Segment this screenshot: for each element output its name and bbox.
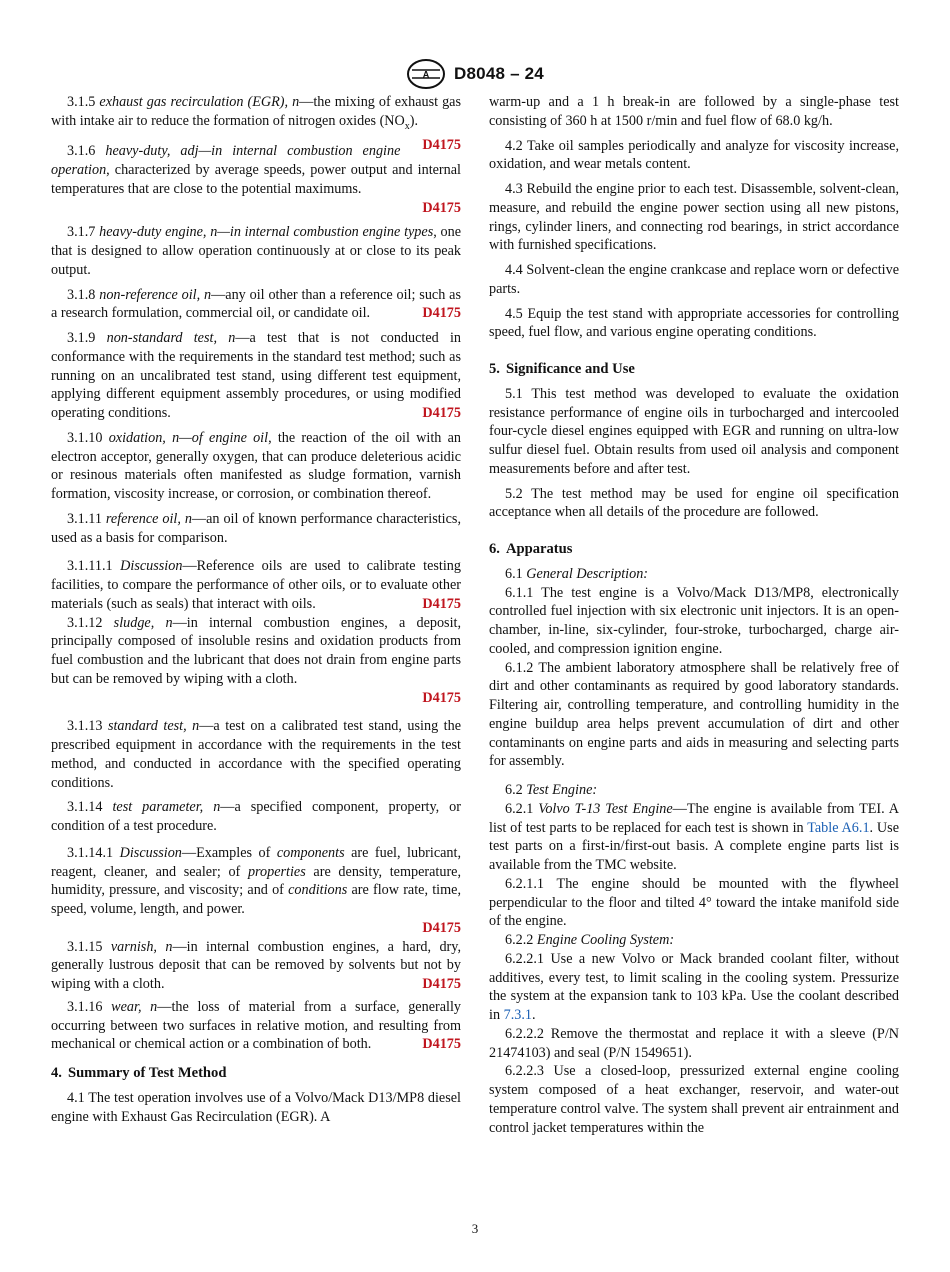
reference-d4175[interactable]: D4175: [422, 689, 461, 706]
document-designation: D8048 – 24: [454, 64, 544, 83]
reference-d4175[interactable]: D4175: [422, 137, 461, 154]
paragraph-6-2-1-1: 6.2.1.1 The engine should be mounted with the flywheel perpendicular to the floor and tilted 4° toward the intake manifold side of the engine.: [489, 875, 899, 930]
left-column: [51, 93, 461, 1132]
ref-line: [51, 919, 461, 938]
paragraph-4-5: 4.5 Equip the test stand with appropriate accessories for controlling speed, fuel flow, and various engine operating conditions.: [489, 305, 899, 341]
definition-3-1-6: 3.1.6 heavy-duty, adj—in internal combustion engine operation, characterized by average speeds, power output and internal temperatures that are close to the potential maximums.: [51, 143, 461, 197]
definition-3-1-7: 3.1.7 heavy-duty engine, n—in internal combustion engine types, one that is designed to allow operation continuously at or close to its peak output.: [51, 224, 461, 278]
paragraph-6-2-2: 6.2.2 Engine Cooling System:: [505, 932, 675, 948]
paragraph-6-1-2: 6.1.2 The ambient laboratory atmosphere shall be relatively free of dirt and other contaminants as required by good laboratory standards. Filtering air, controlling temperature, and controlling humidity in the engine buildup area helps prevent accumulation of dirt and other contaminants on engine parts and aids in measuring and selecting parts for assembly.: [489, 659, 899, 770]
paragraph-4-1: 4.1 The test operation involves use of a Volvo/Mack D13/MP8 diesel engine with Exhaust Gas Recirculation (EGR). A: [51, 1089, 461, 1125]
discussion-3-1-11-1: 3.1.11.1 Discussion—Reference oils are used to calibrate testing facilities, to compare the performance of other oils, or to evaluate other materials (such as seals) that interact with oils. D4175: [51, 558, 461, 612]
paragraph-6-2: 6.2 Test Engine:: [505, 782, 598, 798]
paragraph-5-2: 5.2 The test method may be used for engine oil specification acceptance when all details of the procedure are followed.: [489, 485, 899, 521]
definition-3-1-11: 3.1.11 reference oil, n—an oil of known performance characteristics, used as a basis for comparison.: [51, 510, 461, 546]
reference-d4175[interactable]: D4175: [422, 405, 461, 422]
ref-line: [51, 199, 461, 218]
definition-3-1-12: 3.1.12 sludge, n—in internal combustion engines, a deposit, principally composed of insoluble resins and oxidation products from fuel combustion and the lubricant that does not drain from engine parts but can be removed by wiping with a cloth.: [51, 614, 462, 687]
reference-d4175[interactable]: D4175: [422, 305, 461, 322]
paragraph-5-1: 5.1 This test method was developed to evaluate the oxidation resistance performance of engine oils in turbocharged and intercooled four-cycle diesel engines equipped with EGR and running on ultra-low sulfur diesel fuel. Obtain results from used oil analysis and component measurements before and after test.: [489, 385, 899, 477]
paragraph-6-2-2-1: 6.2.2.1 Use a new Volvo or Mack branded coolant filter, without additives, every test, to limit scaling in the cooling system. Pressurize the system at the expansion tank to 103 kPa. Use the coolant described in 7.3.1.: [489, 950, 900, 1023]
definition-3-1-8: 3.1.8 non-reference oil, n—any oil other than a reference oil; such as a research formulation, commercial oil, or candidate oil. D4175: [51, 286, 461, 322]
link-7-3-1[interactable]: 7.3.1: [503, 1007, 532, 1023]
paragraph-4-3: 4.3 Rebuild the engine prior to each test. Disassemble, solvent-clean, measure, and rebuild the engine power section using all new pistons, rings, cylinder liners, and connecting rod bearings, in strict accordance with furnished specifications.: [489, 181, 899, 254]
paragraph-4-2: 4.2 Take oil samples periodically and analyze for viscosity increase, oxidation, and wear metals content.: [489, 137, 899, 173]
definition-3-1-9: 3.1.9 non-standard test, n—a test that is not conducted in conformance with the requirements in the standard test method; such as running on an uncalibrated test stand, using different test equipment, applying different equipment assembly procedures, or using modified operating conditions. D4175: [51, 330, 462, 422]
definition-3-1-14: 3.1.14 test parameter, n—a specified component, property, or condition of a test procedure.: [51, 799, 462, 835]
page-number: 3: [471, 1221, 479, 1236]
astm-logo-icon: [406, 58, 446, 90]
reference-d4175[interactable]: D4175: [422, 595, 461, 612]
section-heading-6: 6. Apparatus: [489, 541, 573, 557]
paragraph-6-2-1: 6.2.1 Volvo T-13 Test Engine—The engine is available from TEI. A list of test parts to be replaced for each test is shown in Table A6.1. Use test parts on a first-in/first-out basis. A complete engine parts list is available from the TMC website.: [489, 800, 899, 873]
right-column: [489, 93, 899, 1137]
svg-text:A: A: [422, 69, 430, 80]
definition-3-1-5: 3.1.5 exhaust gas recirculation (EGR), n—the mixing of exhaust gas with intake air to reduce the formation of nitrogen oxides $(NO_x)$. D4175: [51, 94, 461, 154]
reference-d4175[interactable]: D4175: [422, 199, 461, 216]
reference-d4175[interactable]: D4175: [422, 976, 461, 993]
paragraph-6-1-1: 6.1.1 The test engine is a Volvo/Mack D13/MP8, electronically controlled fuel injection with six electronic unit injectors. It is an open-chamber, in-line, six-cylinder, four-stroke, turbocharged, charge air-cooled, and compression ignition engine.: [489, 584, 900, 657]
definition-3-1-16: 3.1.16 wear, n—the loss of material from a surface, generally occurring between two surfaces in relative motion, and resulting from mechanical or chemical action or a combination of both. D4175: [51, 998, 461, 1053]
page-header: [0, 58, 950, 90]
section-heading-4: 4. Summary of Test Method: [51, 1065, 227, 1082]
definition-3-1-15: 3.1.15 varnish, n—in internal combustion engines, a hard, dry, generally lustrous deposit that can be removed by solvents but not by wiping with a cloth. D4175: [51, 938, 461, 993]
definition-3-1-10: 3.1.10 oxidation, n—of engine oil, the reaction of the oil with an electron acceptor, generally oxygen, that can produce deleterious acidic or resinous materials often manifested as sludge formation, varnish formation, viscosity increase, or corrosion, or combination thereof.: [51, 429, 461, 503]
paragraph-4-4: 4.4 Solvent-clean the engine crankcase and replace worn or defective parts.: [489, 262, 900, 297]
paragraph-6-2-2-3: 6.2.2.3 Use a closed-loop, pressurized external engine cooling system composed of a heat exchanger, reservoir, and water-out temperature control valve. The system shall prevent air entrainment and control jacket temperatures within the: [489, 1063, 900, 1136]
ref-line: [51, 689, 461, 708]
reference-d4175[interactable]: D4175: [422, 1036, 461, 1053]
section-heading-5: 5. Significance and Use: [489, 361, 635, 377]
paragraph-6-2-2-2: 6.2.2.2 Remove the thermostat and replace it with a sleeve (P/N 21474103) and seal (P/N 1549651).: [489, 1025, 900, 1061]
definition-3-1-13: 3.1.13 standard test, n—a test on a calibrated test stand, using the prescribed equipment in accordance with the requirements in the test method, and conducted in accordance with the specified operating conditions.: [51, 718, 461, 791]
link-table-a6-1[interactable]: Table A6.1: [807, 819, 870, 836]
paragraph-4-1-continued: warm-up and a 1 h break-in are followed by a single-phase test consisting of 360 h at 1500 r/min and fuel flow of 68.0 kg/h.: [489, 94, 899, 129]
reference-d4175[interactable]: D4175: [422, 919, 461, 936]
paragraph-6-1: 6.1 General Description:: [505, 565, 649, 582]
discussion-3-1-14-1: 3.1.14.1 Discussion—Examples of components are fuel, lubricant, reagent, cleaner, and sealer; of properties are density, temperature, humidity, pressure, and viscosity; and of conditions are flow rate, time, speed, volume, length, and power.: [51, 844, 462, 918]
